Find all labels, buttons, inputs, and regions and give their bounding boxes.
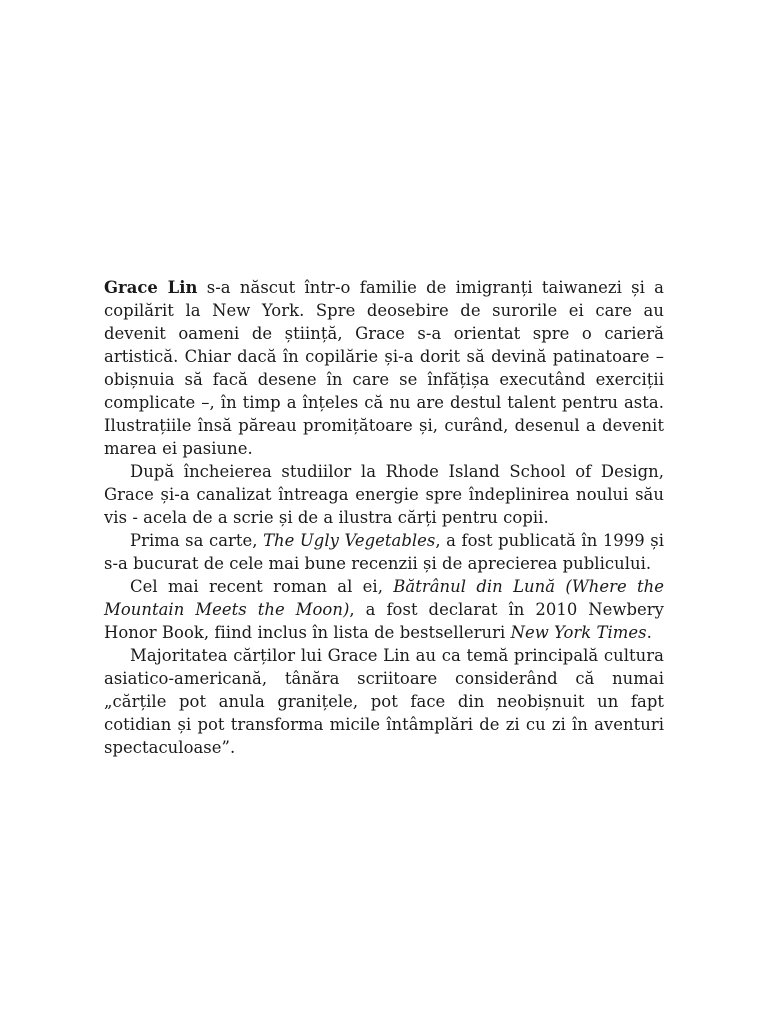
bio-paragraph-4 [104,575,664,644]
bio-paragraph-3-before: Prima sa carte, [130,531,264,550]
author-name: Grace Lin [104,278,198,297]
bio-paragraph-1-text: s-a născut într-o familie de imigranți taiwanezi și a copilărit la New York. Spre deosebire de surorile ei care au devenit oameni de știință, Grace s-a orientat spre o carieră artistică. Chiar dacă în copilărie și-a dorit să devină patinatoare – obișnuia să facă desene în care se înfățișa executând exerciții complicate –, în timp a înțeles că nu are destul talent pentru asta. Ilustrațiile însă păreau promițătoare și, curând, desenul a devenit marea ei pasiune. [104,278,664,458]
author-bio [104,276,664,759]
bio-paragraph-1 [104,276,664,460]
bio-paragraph-2: După încheierea studiilor la Rhode Island School of Design, Grace și-a canalizat întreaga energie spre îndeplinirea noului său vis - acela de a scrie și de a ilustra cărți pentru copii. [104,462,664,527]
bio-paragraph-3 [104,529,664,575]
book-title-batranul-din-luna: Bătrânul din Lună (Where the Mountain Meets the Moon) [104,577,665,619]
bio-paragraph-4-before: Cel mai recent roman al ei, [130,577,394,596]
bio-paragraph-3-after: , a fost publicată în 1999 și s-a bucurat de cele mai bune recenzii și de aprecierea publicului. [104,531,664,573]
bio-paragraph-4-middle: , a fost declarat în 2010 Newbery Honor Book, fiind inclus în lista de bestselleruri [104,600,664,642]
book-title-ugly-vegetables: The Ugly Vegetables [263,531,436,550]
bio-paragraph-5: Majoritatea cărților lui Grace Lin au ca temă principală cultura asiatico-americană, tânăra scriitoare considerând că numai „cărțile pot anula granițele, pot face din neobișnuit un fapt cotidian și pot transforma micile întâmplări de zi cu zi în aventuri spectaculoase”. [104,646,664,757]
bio-paragraph-4-after: . [646,623,652,642]
bestseller-list-name: New York Times [510,623,647,642]
